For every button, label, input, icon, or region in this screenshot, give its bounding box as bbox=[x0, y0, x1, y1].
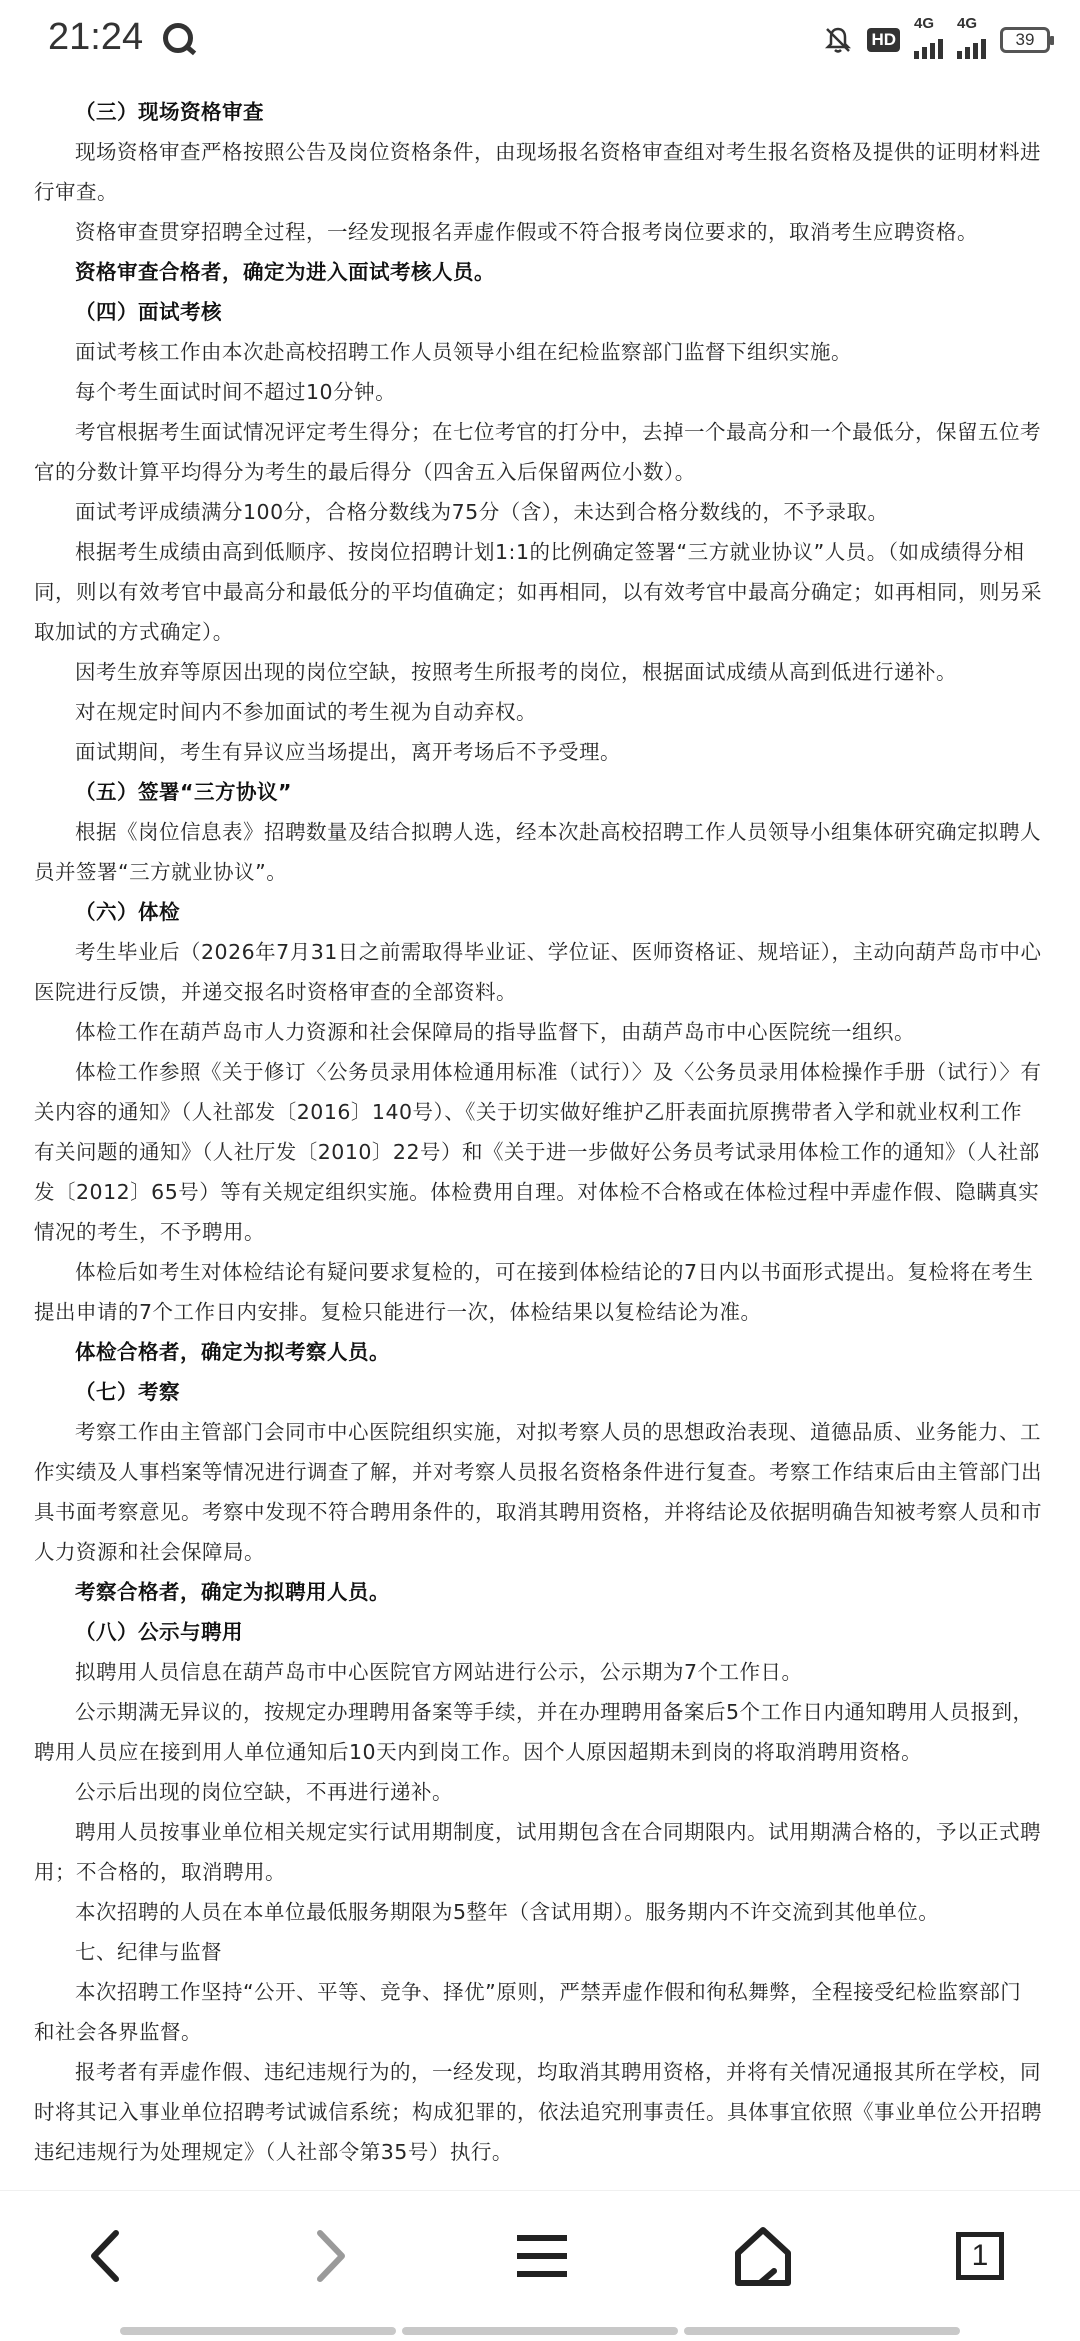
paragraph: 根据考生成绩由高到低顺序、按岗位招聘计划1:1的比例确定签署“三方就业协议”人员。（如成绩得分相同，则以有效考官中最高分和最低分的平均值确定；如再相同，以有效考官中最高分确定；如再相同，则另采取加试的方式确定）。 bbox=[34, 540, 1042, 644]
article-content[interactable] bbox=[34, 92, 1042, 2178]
section-heading: （六）体检 bbox=[75, 900, 180, 924]
paragraph: 公示后出现的岗位空缺，不再进行递补。 bbox=[75, 1780, 453, 1804]
section-heading: （四）面试考核 bbox=[75, 300, 222, 324]
paragraph: 报考者有弄虚作假、违纪违规行为的，一经发现，均取消其聘用资格，并将有关情况通报其所在学校，同时将其记入事业单位招聘考试诚信系统；构成犯罪的，依法追究刑事责任。具体事宜依照《事业单位公开招聘违纪违规行为处理规定》（人社部令第35号）执行。 bbox=[34, 2060, 1042, 2164]
paragraph: 拟聘用人员信息在葫芦岛市中心医院官方网站进行公示，公示期为7个工作日。 bbox=[75, 1660, 803, 1684]
paragraph: 因考生放弃等原因出现的岗位空缺，按照考生所报考的岗位，根据面试成绩从高到低进行递补。 bbox=[75, 660, 957, 684]
paragraph: 公示期满无异议的，按规定办理聘用备案等手续，并在办理聘用备案后5个工作日内通知聘用人员报到，聘用人员应在接到用人单位通知后10天内到岗工作。因个人原因超期未到岗的将取消聘用资格。 bbox=[34, 1700, 1034, 1764]
paragraph: 本次招聘工作坚持“公开、平等、竞争、择优”原则，严禁弄虚作假和徇私舞弊，全程接受纪检监察部门和社会各界监督。 bbox=[34, 1980, 1022, 2044]
bold-paragraph: 资格审查合格者，确定为进入面试考核人员。 bbox=[75, 260, 495, 284]
section-heading: （三）现场资格审查 bbox=[75, 100, 264, 124]
paragraph: 七、纪律与监督 bbox=[75, 1940, 222, 1964]
paragraph: 体检工作在葫芦岛市人力资源和社会保障局的指导监督下，由葫芦岛市中心医院统一组织。 bbox=[75, 1020, 915, 1044]
chevron-right-icon bbox=[294, 2221, 364, 2291]
paragraph: 面试考核工作由本次赴高校招聘工作人员领导小组在纪检监察部门监督下组织实施。 bbox=[75, 340, 852, 364]
menu-icon bbox=[507, 2221, 577, 2291]
paragraph: 体检工作参照《关于修订〈公务员录用体检通用标准（试行）〉及〈公务员录用体检操作手册（试行）〉有关内容的通知》（人社部发〔2016〕140号）、《关于切实做好维护乙肝表面抗原携带者入学和就业权利工作有关问题的通知》（人社厅发〔2010〕22号）和《关于进一步做好公务员考试录用体检工作的通知》（人社部发〔2012〕65号）等有关规定组织实施。体检费用自理。对体检不合格或在体检过程中弄虚作假、隐瞒真实情况的考生，不予聘用。 bbox=[34, 1060, 1042, 1244]
section-heading: （五）签署“三方协议” bbox=[75, 780, 292, 804]
paragraph: 本次招聘的人员在本单位最低服务期限为5整年（含试用期）。服务期内不许交流到其他单位。 bbox=[75, 1900, 940, 1924]
menu-button[interactable] bbox=[497, 2211, 587, 2301]
section-heading: （八）公示与聘用 bbox=[75, 1620, 243, 1644]
paragraph: 考生毕业后（2026年7月31日之前需取得毕业证、学位证、医师资格证、规培证），主动向葫芦岛市中心医院进行反馈，并递交报名时资格审查的全部资料。 bbox=[34, 940, 1042, 1004]
status-time: 21:24 bbox=[48, 16, 144, 58]
tab-count-badge: 1 bbox=[956, 2232, 1004, 2280]
paragraph: 面试期间，考生有异议应当场提出，离开考场后不予受理。 bbox=[75, 740, 621, 764]
signal-icon bbox=[957, 15, 986, 59]
bottom-nav bbox=[0, 2190, 1080, 2341]
signal-label: 4G bbox=[914, 15, 935, 32]
paragraph: 现场资格审查严格按照公告及岗位资格条件，由现场报名资格审查组对考生报名资格及提供的证明材料进行审查。 bbox=[34, 140, 1041, 204]
chevron-left-icon bbox=[72, 2221, 142, 2291]
status-bar bbox=[0, 0, 1080, 88]
browser-q-icon bbox=[163, 23, 193, 53]
bold-paragraph: 体检合格者，确定为拟考察人员。 bbox=[75, 1340, 390, 1364]
paragraph: 聘用人员按事业单位相关规定实行试用期制度，试用期包含在合同期限内。试用期满合格的，予以正式聘用；不合格的，取消聘用。 bbox=[34, 1820, 1041, 1884]
paragraph: 对在规定时间内不参加面试的考生视为自动弃权。 bbox=[75, 700, 537, 724]
paragraph: 体检后如考生对体检结论有疑问要求复检的，可在接到体检结论的7日内以书面形式提出。复检将在考生提出申请的7个工作日内安排。复检只能进行一次，体检结果以复检结论为准。 bbox=[34, 1260, 1034, 1324]
paragraph: 资格审查贯穿招聘全过程，一经发现报名弄虚作假或不符合报考岗位要求的，取消考生应聘资格。 bbox=[75, 220, 978, 244]
paragraph: 根据《岗位信息表》招聘数量及结合拟聘人选，经本次赴高校招聘工作人员领导小组集体研究确定拟聘人员并签署“三方就业协议”。 bbox=[34, 820, 1041, 884]
tabs-button[interactable] bbox=[935, 2211, 1025, 2301]
signal-icon bbox=[914, 15, 943, 59]
gesture-bar[interactable] bbox=[120, 2327, 960, 2335]
home-button[interactable] bbox=[718, 2211, 808, 2301]
forward-button[interactable] bbox=[284, 2211, 374, 2301]
status-indicators bbox=[823, 15, 1050, 60]
paragraph: 每个考生面试时间不超过10分钟。 bbox=[75, 380, 397, 404]
signal-label: 4G bbox=[957, 15, 978, 32]
back-button[interactable] bbox=[62, 2211, 152, 2301]
notifications-muted-icon bbox=[823, 25, 853, 55]
section-heading: （七）考察 bbox=[75, 1380, 180, 1404]
battery-icon: 39 bbox=[1000, 27, 1050, 53]
hd-voice-icon: HD bbox=[867, 28, 900, 52]
paragraph: 考官根据考生面试情况评定考生得分；在七位考官的打分中，去掉一个最高分和一个最低分，保留五位考官的分数计算平均得分为考生的最后得分（四舍五入后保留两位小数）。 bbox=[34, 420, 1041, 484]
bold-paragraph: 考察合格者，确定为拟聘用人员。 bbox=[75, 1580, 390, 1604]
paragraph: 考察工作由主管部门会同市中心医院组织实施，对拟考察人员的思想政治表现、道德品质、业务能力、工作实绩及人事档案等情况进行调查了解，并对考察人员报名资格条件进行复查。考察工作结束后由主管部门出具书面考察意见。考察中发现不符合聘用条件的，取消其聘用资格，并将结论及依据明确告知被考察人员和市人力资源和社会保障局。 bbox=[34, 1420, 1042, 1564]
paragraph: 面试考评成绩满分100分，合格分数线为75分（含），未达到合格分数线的，不予录取。 bbox=[75, 500, 889, 524]
home-icon bbox=[728, 2221, 798, 2291]
